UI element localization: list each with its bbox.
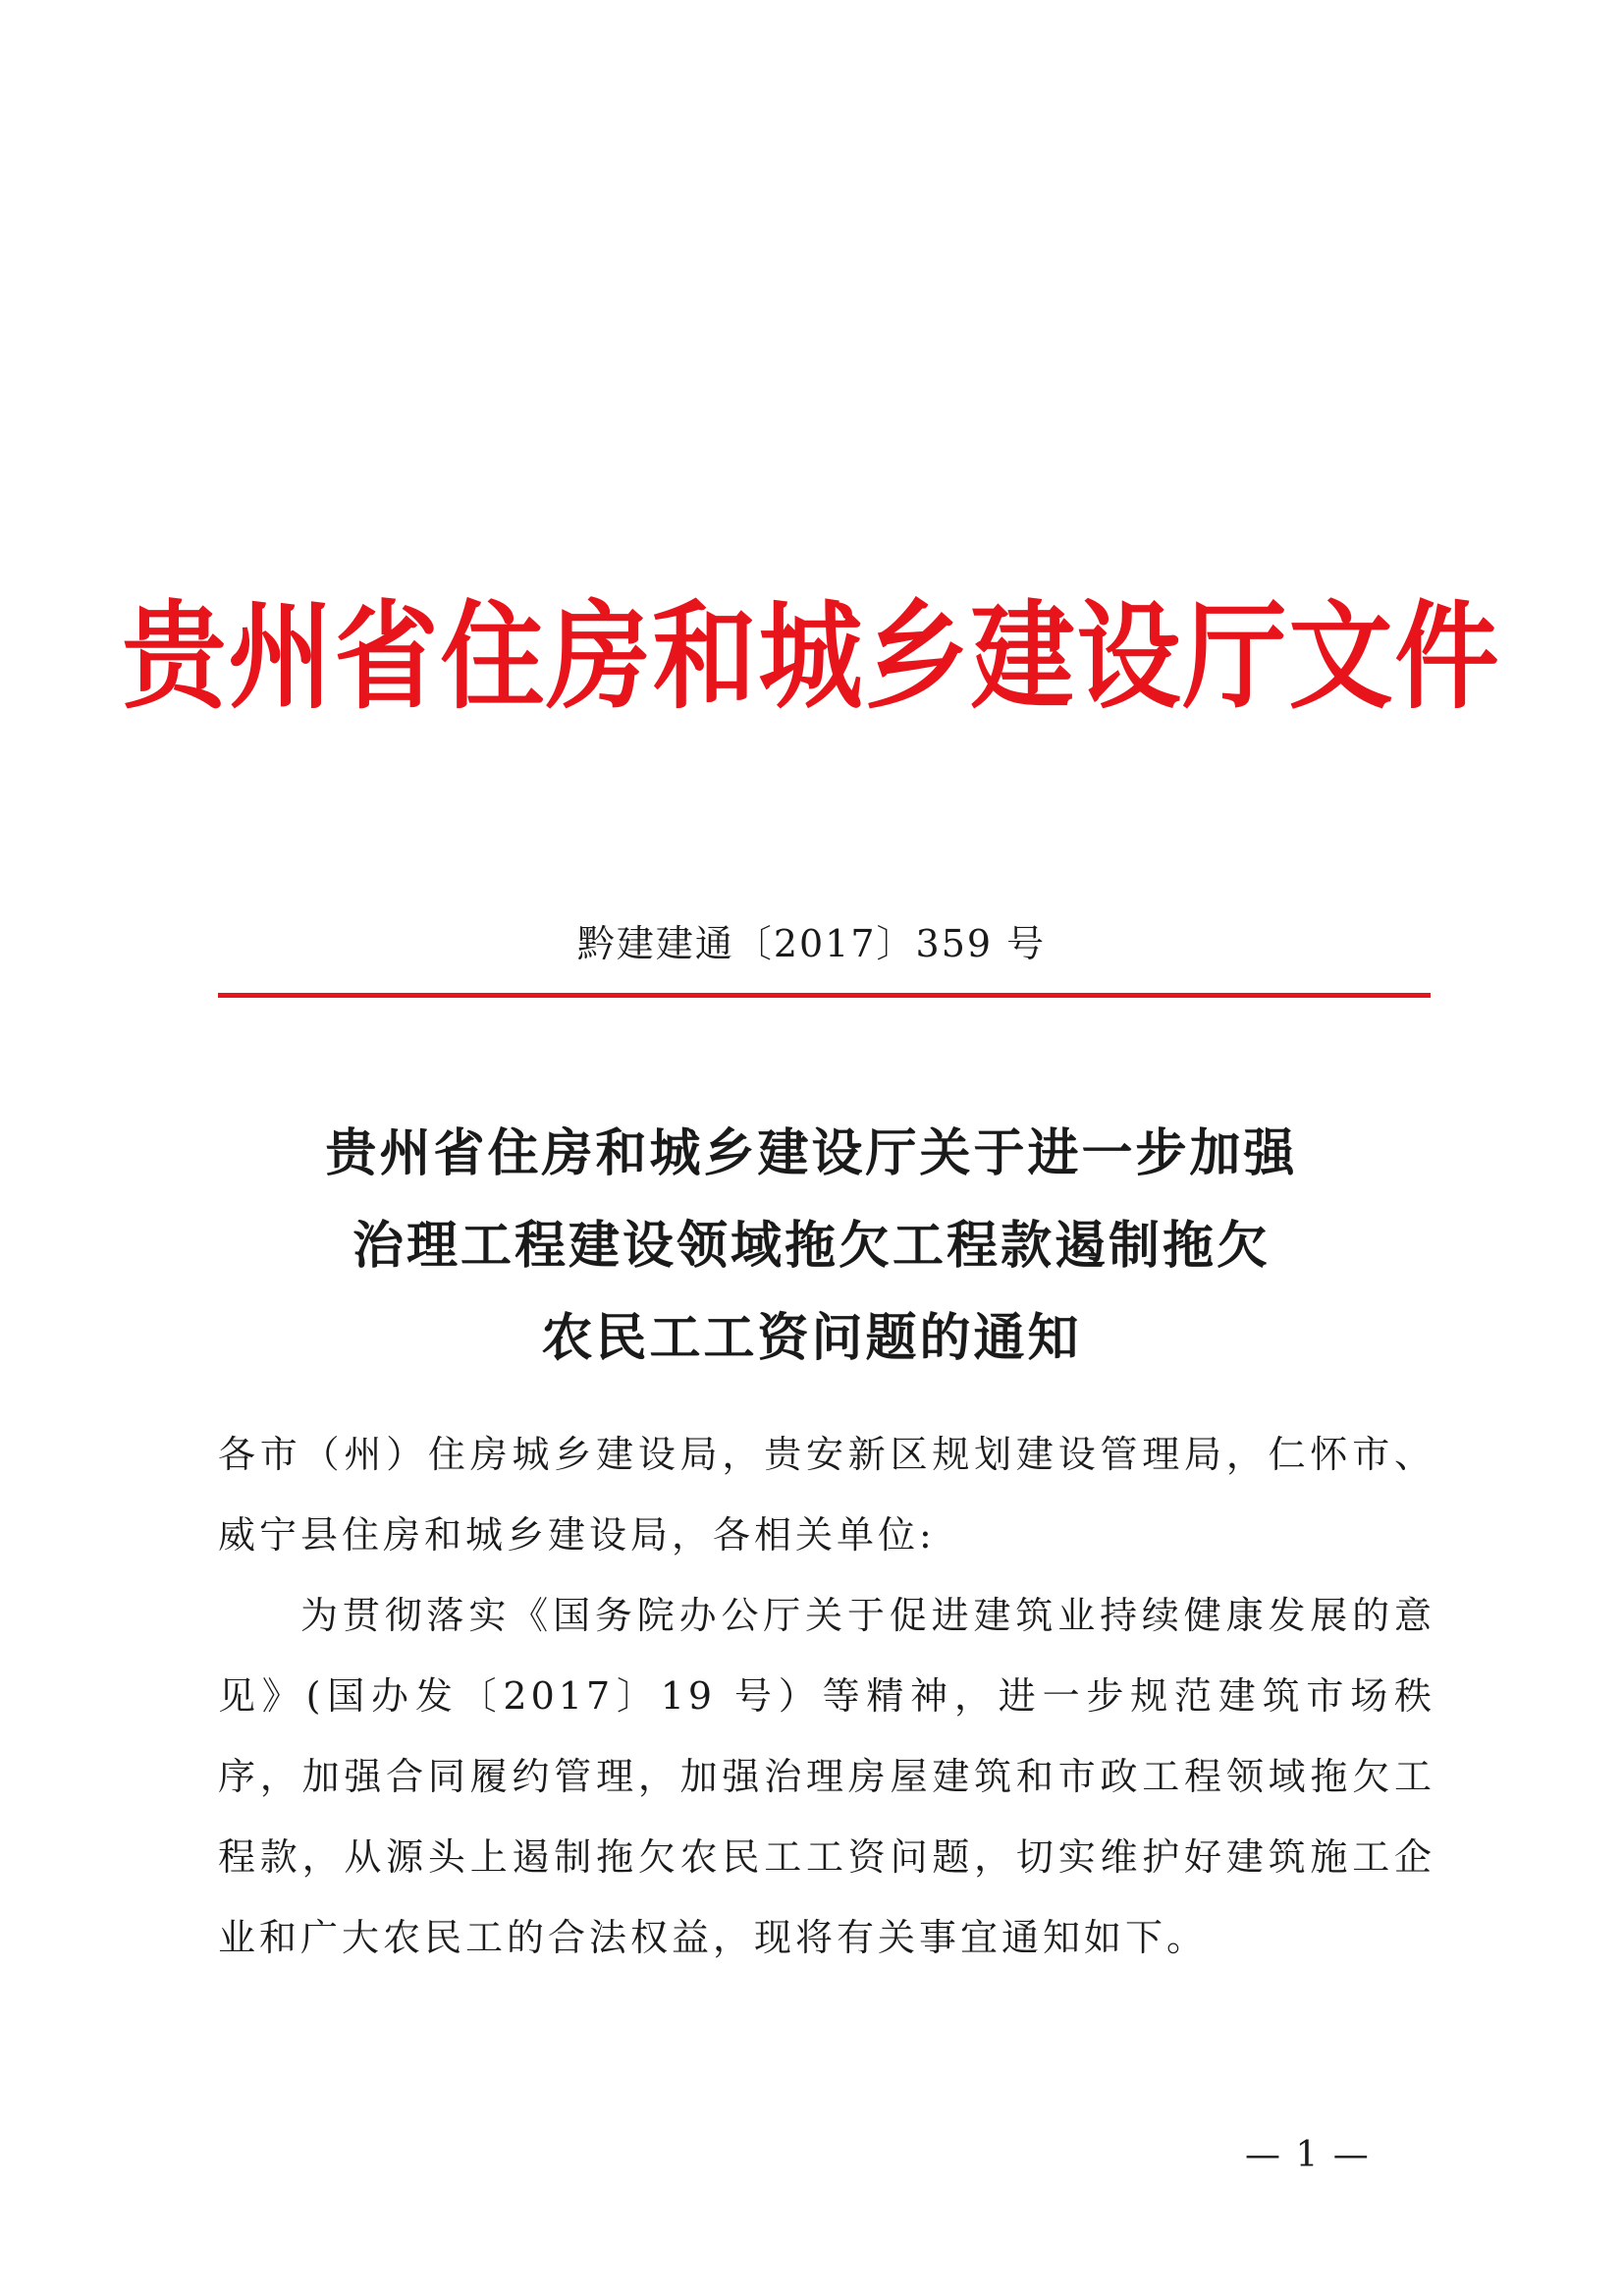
notice-title	[0, 1108, 1623, 1385]
page-number: — 1 —	[1245, 2135, 1371, 2175]
notice-title-line: 贵州省住房和城乡建设厅关于进一步加强	[325, 1123, 1298, 1183]
body-paragraph: 为贯彻落实《国务院办公厅关于促进建筑业持续健康发展的意见》(国办发〔2017〕19 号）等精神，进一步规范建筑市场秩序，加强合同履约管理，加强治理房屋建筑和市政工程领域拖欠工程款，从源头上遏制拖欠农民工工资问题，切实维护好建筑施工企业和广大农民工的合法权益，现将有关事宜通知如下。	[218, 1594, 1435, 1959]
notice-title-line: 治理工程建设领域拖欠工程款遏制拖欠	[352, 1216, 1271, 1276]
document-body	[218, 1414, 1435, 1978]
document-header-title: 贵州省住房和城乡建设厅文件	[122, 586, 1501, 725]
document-number: 黔建建通〔2017〕359 号	[576, 922, 1047, 965]
red-divider-line	[218, 993, 1431, 998]
salutation: 各市（州）住房城乡建设局，贵安新区规划建设管理局，仁怀市、威宁县住房和城乡建设局，各相关单位:	[218, 1433, 1435, 1557]
notice-title-line: 农民工工资问题的通知	[541, 1308, 1082, 1368]
